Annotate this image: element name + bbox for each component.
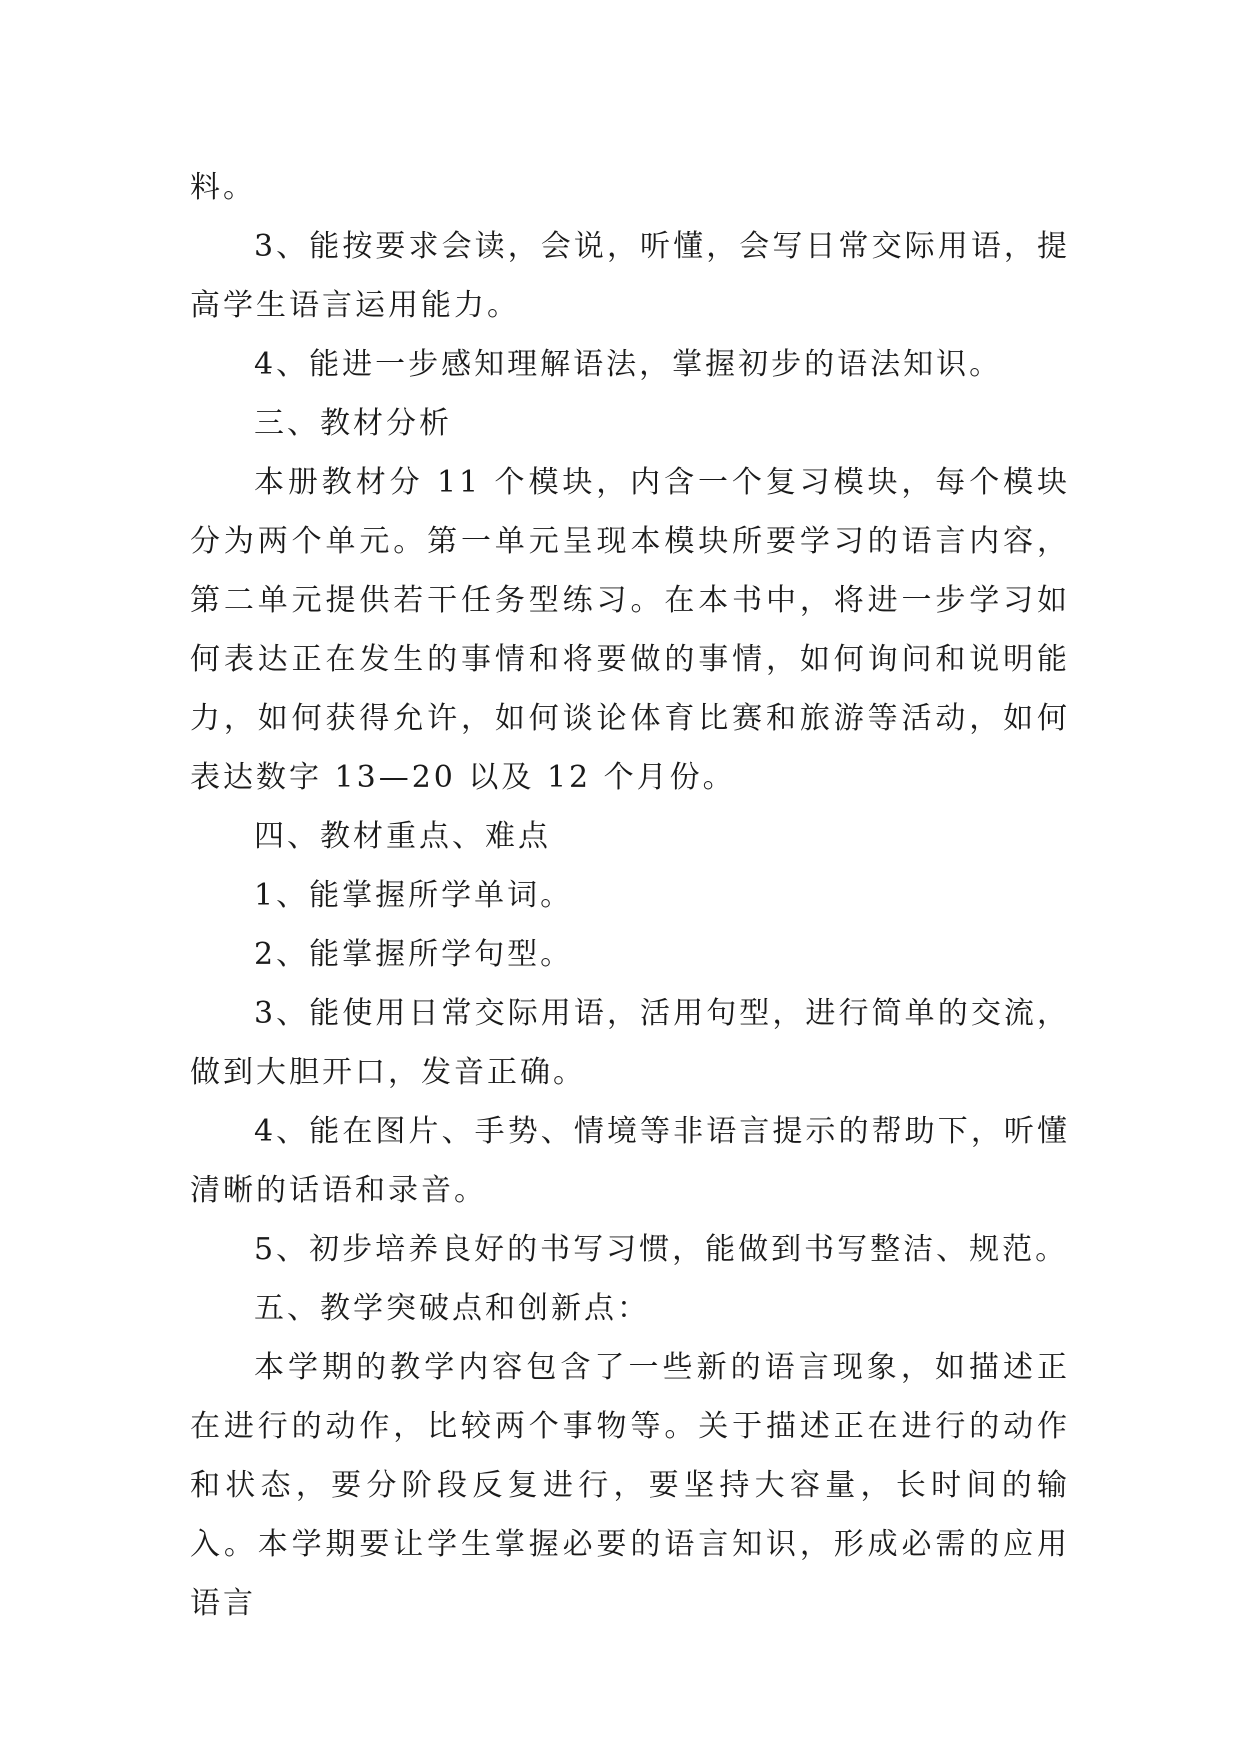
list-item-key-point-3: 3、能使用日常交际用语，活用句型，进行简单的交流，做到大胆开口，发音正确。 [190, 996, 1070, 1090]
paragraph-textbook-analysis: 本册教材分 11 个模块，内含一个复习模块，每个模块分为两个单元。第一单元呈现本模块所要学习的语言内容，第二单元提供若干任务型练习。在本书中，将进一步学习如何表达正在发生的事情和将要做的事情，如何询问和说明能力，如何获得允许，如何谈论体育比赛和旅游等活动，如何表达数字 13—20 以及 12 个月份。 [190, 465, 1070, 795]
list-item-key-point-5: 5、初步培养良好的书写习惯，能做到书写整洁、规范。 [254, 1232, 1069, 1267]
list-item-key-point-2: 2、能掌握所学句型。 [254, 937, 574, 972]
list-item-goal-3: 3、能按要求会读，会说，听懂，会写日常交际用语，提高学生语言运用能力。 [190, 229, 1070, 323]
paragraph-breakthrough: 本学期的教学内容包含了一些新的语言现象，如描述正在进行的动作，比较两个事物等。关于描述正在进行的动作和状态，要分阶段反复进行，要坚持大容量，长时间的输入。本学期要让学生掌握必要的语言知识，形成必需的应用语言 [190, 1350, 1070, 1621]
list-item-key-point-4: 4、能在图片、手势、情境等非语言提示的帮助下，听懂清晰的话语和录音。 [190, 1114, 1070, 1208]
section-heading-textbook-analysis: 三、教材分析 [254, 406, 452, 441]
section-heading-breakthrough: 五、教学突破点和创新点： [254, 1291, 650, 1326]
list-item-goal-4: 4、能进一步感知理解语法，掌握初步的语法知识。 [254, 347, 1003, 382]
paragraph-continuation: 料。 [190, 170, 256, 205]
section-heading-key-points: 四、教材重点、难点 [254, 819, 551, 854]
document-body [190, 158, 1070, 1633]
list-item-key-point-1: 1、能掌握所学单词。 [254, 878, 574, 913]
